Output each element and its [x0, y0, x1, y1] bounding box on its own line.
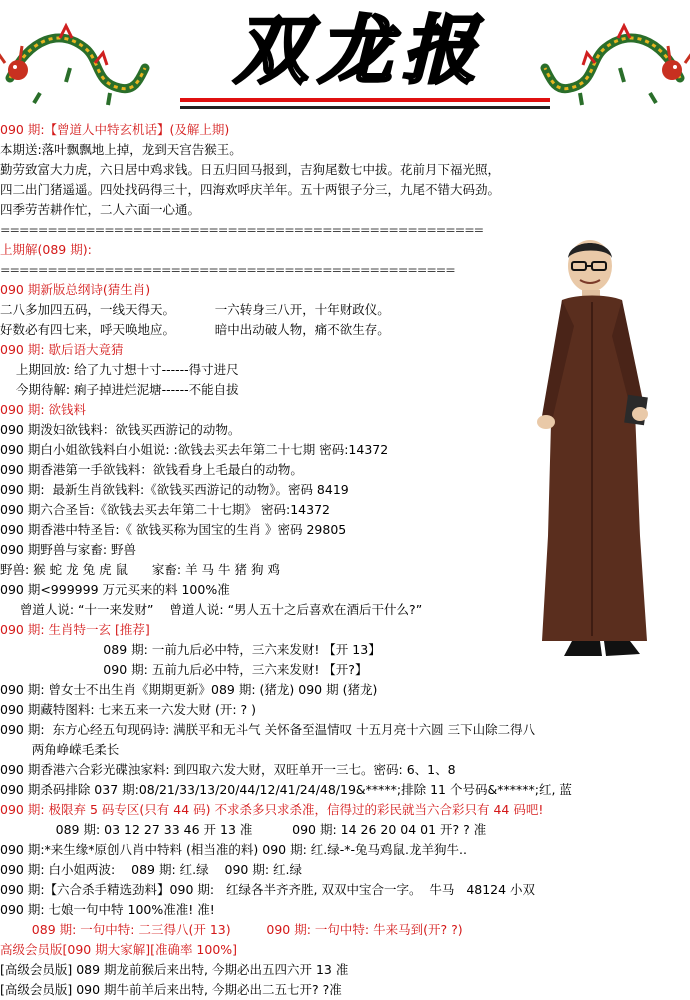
- text-line: 090 期杀码排除 037 期:08/21/33/13/20/44/12/41/24/48/19&*****;排除 11 个号码&******;红, 蓝: [0, 782, 572, 797]
- text-line: 野兽: 猴 蛇 龙 兔 虎 鼠 家畜: 羊 马 牛 猪 狗 鸡: [0, 562, 280, 577]
- dragon-icon: [0, 8, 150, 116]
- text-line: 090 期: 曾女士不出生肖《期期更新》089 期: (猪龙) 090 期 (猪龙): [0, 682, 378, 697]
- masthead-title: 双龙报: [234, 8, 486, 94]
- masthead-header: [0, 0, 690, 118]
- text-line: 090 期藏特图料: 七来五来一六发大财 (开: ? ): [0, 702, 257, 717]
- masthead-red-rule: [180, 98, 550, 102]
- text-line: 089 期: 03 12 27 33 46 开 13 准 090 期: 14 26 20 04 01 开? ? 准: [0, 822, 487, 837]
- text-line: ===================================================: [0, 222, 484, 237]
- text-line: 090 期: 歇后语大竟猜: [0, 342, 124, 357]
- text-line: 090 期<999999 万元买来的料 100%准: [0, 582, 230, 597]
- text-line: 090 期: 极限弃 5 码专区(只有 44 码) 不求杀多只求杀准，信得过的彩民就当六合彩只有 44 码吧!: [0, 802, 544, 817]
- text-line: 090 期六合圣旨:《欲钱去买去年第二十七期》 密码:14372: [0, 502, 330, 517]
- text-line: 勤劳致富大力虎，六日居中鸡求钱。日五归回马报到，吉狗尾数七中拔。花前月下福光照，: [0, 162, 501, 177]
- text-line: 090 期香港第一手欲钱料：欲钱看身上毛最白的动物。: [0, 462, 303, 477]
- text-line: 曾道人说: “十一来发财” 曾道人说: “男人五十之后喜欢在酒后干什么?”: [0, 602, 423, 617]
- text-line: 090 期野兽与家畜: 野兽: [0, 542, 137, 557]
- text-line: 089 期: 一句中特: 二三得八(开 13) 090 期: 一句中特: 牛来马到(开? ?): [0, 922, 463, 937]
- text-line: 090 期: 七娘一句中特 100%准准! 准!: [0, 902, 215, 917]
- person-illustration: [522, 236, 672, 676]
- masthead-black-rule: [180, 106, 550, 109]
- text-line: 090 期:【六合杀手精选劲料】090 期: 红绿各半齐齐胜, 双双中宝合一字。 牛马 48124 小双: [0, 882, 536, 897]
- text-line: 090 期白小姐欲钱料白小姐说: :欲钱去买去年第二十七期 密码:14372: [0, 442, 389, 457]
- text-line: 090 期新版总纲诗(猜生肖): [0, 282, 151, 297]
- text-line: 上期解(089 期):: [0, 242, 92, 257]
- text-line: ================================================: [0, 262, 455, 277]
- text-line: 二八多加四五码，一线天得天。 一六转身三八开，十年财政仪。: [0, 302, 390, 317]
- text-line: [高级会员版] 089 期龙前猴后来出特, 今期必出五四六开 13 准: [0, 962, 349, 977]
- text-line: 今期待解: 痢子掉进烂泥塘------不能自拔: [0, 382, 239, 397]
- text-line: 两角峥嵘毛柔长: [0, 742, 120, 757]
- text-line: 090 期香港六合彩光碟浊家料: 到四取六发大财，双旺单开一三七。密码: 6、1、8: [0, 762, 456, 777]
- text-line: 090 期:*来生缘*原创八肖中特料 (相当准的料) 090 期: 红.绿-*-兔马鸡鼠.龙羊狗牛..: [0, 842, 467, 857]
- text-line: 090 期: 最新生肖欲钱料:《欲钱买西游记的动物》。密码 8419: [0, 482, 349, 497]
- text-line: 090 期:【曾道人中特玄机话】(及解上期): [0, 122, 230, 137]
- text-line: 高级会员版[090 期大家解][准确率 100%]: [0, 942, 238, 957]
- text-line: 四季劳苦耕作忙，二人六面一心通。: [0, 202, 201, 217]
- dragon-icon: [540, 8, 690, 116]
- text-line: 090 期: 东方心经五句现码诗: 满朕平和无斗气 关怀备至温情叹 十五月亮十六圆 三下山除二得八: [0, 722, 536, 737]
- text-line: 090 期: 白小姐两波: 089 期: 红.绿 090 期: 红.绿: [0, 862, 302, 877]
- text-line: 本期送:落叶飘飘地上掉，龙到天宫告猴王。: [0, 142, 242, 157]
- text-line: 089 期: 一前九后必中特，三六来发财! 【开 13】: [0, 642, 381, 657]
- text-line: 090 期: 欲钱料: [0, 402, 87, 417]
- text-line: 090 期: 生肖特一玄 [推荐]: [0, 622, 150, 637]
- text-line: 好数必有四七来，呼天唤地应。 暗中出动破人物，痛不欲生存。: [0, 322, 390, 337]
- text-line: 090 期: 五前九后必中特，三六来发财! 【开?】: [0, 662, 368, 677]
- text-line: [高级会员版] 090 期牛前羊后来出特, 今期必出二五七开? ?准: [0, 982, 342, 997]
- text-line: 090 期香港中特圣旨:《 欲钱买称为国宝的生肖 》密码 29805: [0, 522, 347, 537]
- text-line: 四二出门猪遥遥。四处找码得三十，四海欢呼庆羊年。五十两银子分三，九尾不错大码劲。: [0, 182, 501, 197]
- text-line: 上期回放: 给了九寸想十寸------得寸进尺: [0, 362, 239, 377]
- text-line: 090 期泼妇欲钱料：欲钱买西游记的动物。: [0, 422, 241, 437]
